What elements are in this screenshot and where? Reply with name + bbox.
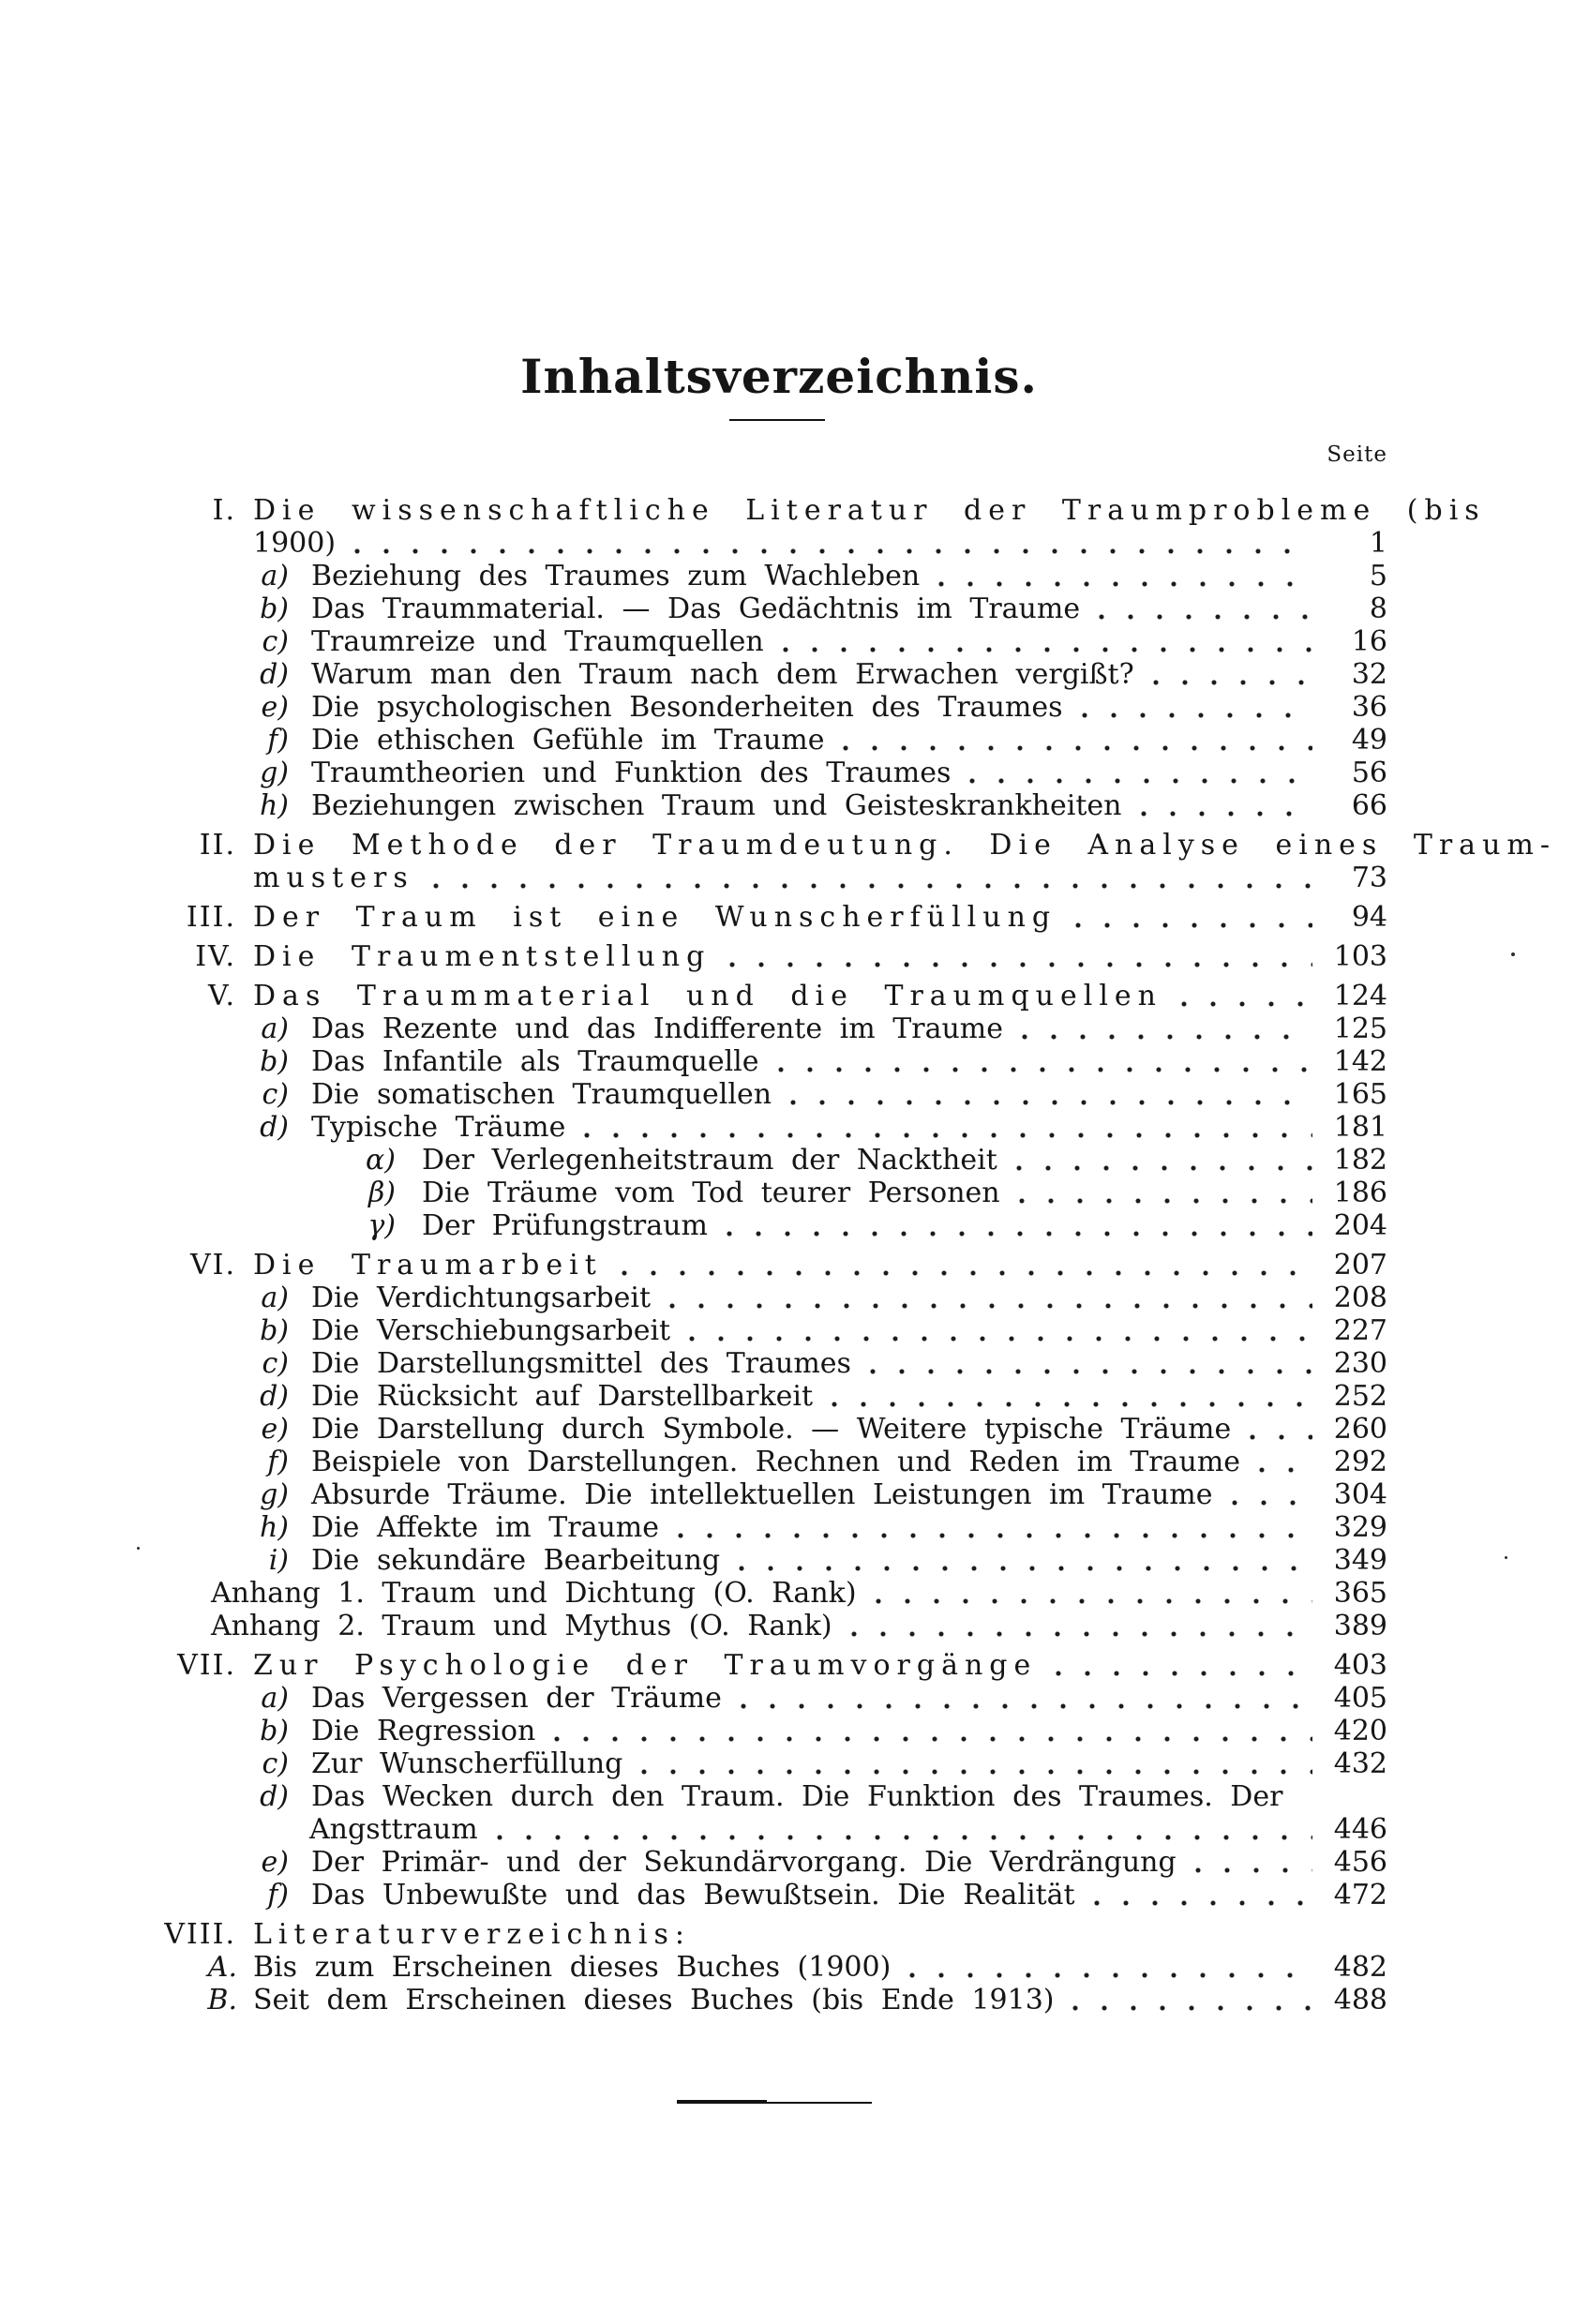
page-number: 49: [1351, 724, 1387, 757]
page-number: 304: [1333, 1478, 1387, 1511]
toc-label: c): [262, 1078, 289, 1111]
dot-leader: [1070, 902, 1312, 934]
toc-label: f): [267, 1446, 289, 1478]
dot-leader: [1076, 692, 1312, 724]
toc-line: [141, 1348, 1387, 1380]
dot-leader: [846, 1611, 1312, 1642]
toc-text: Die Affekte im Traume: [311, 1511, 660, 1544]
toc-line: [141, 1880, 1387, 1912]
toc-label: f): [267, 724, 289, 757]
page-number: 208: [1333, 1282, 1387, 1314]
toc-text: Der Primär- und der Sekundärvorgang. Die Verdrängung: [311, 1846, 1177, 1879]
ink-speck: [137, 1547, 140, 1550]
toc-label: b): [260, 1045, 289, 1078]
toc-line: [141, 692, 1387, 724]
page-column-header: Seite: [1327, 442, 1387, 467]
page-number: 446: [1333, 1813, 1387, 1846]
toc-text: Bis zum Erscheinen dieses Buches (1900): [253, 1951, 892, 1984]
dot-leader: [616, 1250, 1312, 1282]
toc-text: musters: [253, 862, 414, 894]
page-number: 181: [1333, 1111, 1387, 1144]
dot-leader: [724, 941, 1312, 973]
dot-leader: [427, 862, 1312, 894]
page-number: 329: [1333, 1511, 1387, 1544]
toc-line: [141, 941, 1387, 973]
dot-leader: [548, 1716, 1312, 1747]
toc-text: Die Darstellung durch Symbole. — Weitere typische Träume: [311, 1413, 1232, 1446]
dot-leader: [864, 1348, 1312, 1380]
toc-label: e): [261, 1846, 289, 1879]
dot-leader: [1067, 1985, 1312, 2017]
toc-text: Anhang 2. Traum und Mythus (O. Rank): [211, 1610, 832, 1642]
toc-text: Die psychologischen Besonderheiten des Traumes: [311, 691, 1063, 724]
toc-line: [141, 1985, 1387, 2017]
toc-text: Die Methode der Traumdeutung. Die Analyse eines Traum-: [253, 829, 1556, 862]
toc-line: [141, 1079, 1387, 1111]
ink-speck: [1511, 952, 1515, 956]
dot-leader: [933, 561, 1312, 592]
dot-leader: [785, 1079, 1312, 1111]
toc-text: Zur Wunscherfüllung: [311, 1747, 623, 1780]
page-number: 124: [1333, 980, 1387, 1012]
toc-text: Das Infantile als Traumquelle: [311, 1045, 759, 1078]
toc-label: g): [260, 1478, 289, 1511]
toc-label: f): [267, 1879, 289, 1912]
dot-leader: [772, 1046, 1312, 1078]
dot-leader: [1147, 659, 1312, 691]
toc-text: Die Traumentstellung: [253, 940, 712, 973]
page-number: 420: [1333, 1715, 1387, 1747]
toc-line: [141, 528, 1387, 560]
dot-leader: [837, 725, 1312, 757]
toc-label: a): [261, 1682, 289, 1715]
page-number: 204: [1333, 1209, 1387, 1242]
toc-line: [141, 1112, 1387, 1144]
page-number: 165: [1333, 1078, 1387, 1111]
toc-label: h): [259, 1511, 289, 1544]
toc-line: [141, 561, 1387, 592]
toc-line: [141, 1177, 1387, 1209]
toc-label: c): [262, 1347, 289, 1380]
page-number: 230: [1333, 1347, 1387, 1380]
toc-line: [141, 1611, 1387, 1642]
toc-label: IV.: [195, 940, 236, 973]
page-number: 125: [1333, 1012, 1387, 1045]
page-number: 66: [1351, 789, 1387, 822]
dot-leader: [578, 1112, 1312, 1144]
toc-label: b): [260, 1715, 289, 1747]
toc-text: Absurde Träume. Die intellektuellen Leistungen im Traume: [311, 1478, 1213, 1511]
dot-leader: [683, 1315, 1312, 1347]
toc-line: [141, 1479, 1387, 1511]
toc-text: Anhang 1. Traum und Dichtung (O. Rank): [211, 1577, 857, 1610]
toc-label: III.: [186, 901, 236, 934]
toc-label: γ): [367, 1209, 396, 1242]
dot-leader: [1013, 1177, 1312, 1209]
toc-line: [141, 1447, 1387, 1478]
dot-leader: [735, 1683, 1312, 1715]
page-number: 36: [1351, 691, 1387, 724]
toc-line: [141, 626, 1387, 658]
dot-leader: [636, 1748, 1312, 1780]
toc-line: [141, 1250, 1387, 1282]
toc-label: d): [260, 1380, 289, 1413]
toc-line: [141, 1748, 1387, 1780]
page-number: 456: [1333, 1846, 1387, 1879]
toc-line: [141, 725, 1387, 757]
page-number: 186: [1333, 1177, 1387, 1209]
page-number: 472: [1333, 1879, 1387, 1912]
toc-text: Die Verdichtungsarbeit: [311, 1282, 651, 1314]
page-number: 488: [1333, 1984, 1387, 2017]
page-number: 432: [1333, 1747, 1387, 1780]
toc-label: c): [262, 1747, 289, 1780]
toc-text: Warum man den Traum nach dem Erwachen vergißt?: [311, 658, 1134, 691]
page-number: 403: [1333, 1649, 1387, 1682]
dot-leader: [904, 1952, 1312, 1984]
page-number: 5: [1369, 560, 1387, 592]
toc-label: e): [261, 1413, 289, 1446]
dot-leader: [964, 757, 1312, 789]
toc-text: Die Träume vom Tod teurer Personen: [422, 1177, 1000, 1209]
dot-leader: [1226, 1479, 1313, 1511]
dot-leader: [1050, 1650, 1312, 1682]
page-title: Inhaltsverzeichnis.: [520, 348, 1038, 404]
page-number: 182: [1333, 1144, 1387, 1177]
page-number: 1: [1369, 527, 1387, 560]
toc-line: [141, 981, 1387, 1012]
toc-label: a): [261, 1012, 289, 1045]
toc-text: Die Regression: [311, 1715, 536, 1747]
toc-label: c): [262, 625, 289, 658]
toc-line: [141, 1315, 1387, 1347]
toc-line: [141, 790, 1387, 822]
toc-label: a): [261, 1282, 289, 1314]
toc-line: [141, 902, 1387, 934]
dot-leader: [826, 1381, 1312, 1413]
toc-text: 1900): [253, 527, 337, 560]
page-number: 260: [1333, 1413, 1387, 1446]
toc-label: h): [259, 789, 289, 822]
toc-line: [141, 1781, 1387, 1813]
toc-label: V.: [208, 980, 236, 1012]
toc-line: [141, 1683, 1387, 1715]
toc-text: Zur Psychologie der Traumvorgänge: [253, 1649, 1038, 1682]
toc-line: [141, 829, 1556, 862]
toc-line: [141, 1414, 1387, 1446]
toc-label: I.: [212, 494, 236, 527]
toc-label: α): [366, 1144, 396, 1177]
toc-line: [141, 494, 1486, 527]
toc-line: [141, 1013, 1387, 1045]
dot-leader: [1244, 1414, 1312, 1446]
page-number: 365: [1333, 1577, 1387, 1610]
page-number: 103: [1333, 940, 1387, 973]
toc-text: Die Traumarbeit: [253, 1249, 603, 1282]
toc-text: Beispiele von Darstellungen. Rechnen und Reden im Traume: [311, 1446, 1241, 1478]
toc-text: Das Rezente und das Indifferente im Traume: [311, 1012, 1003, 1045]
toc-label: a): [261, 560, 289, 592]
toc-text: Das Unbewußte und das Bewußtsein. Die Realität: [311, 1879, 1075, 1912]
toc-text: Die ethischen Gefühle im Traume: [311, 724, 825, 757]
dot-leader: [672, 1512, 1312, 1544]
toc-text: Das Wecken durch den Traum. Die Funktion des Traumes. Der: [311, 1780, 1283, 1813]
toc-label: VI.: [189, 1249, 236, 1282]
page-number: 482: [1333, 1951, 1387, 1984]
toc-text: Traumtheorien und Funktion des Traumes: [311, 757, 952, 789]
toc-text: Der Verlegenheitstraum der Nacktheit: [422, 1144, 997, 1177]
page-number: 8: [1369, 592, 1387, 625]
dot-leader: [721, 1210, 1312, 1242]
toc-line: [141, 862, 1387, 894]
page-number: 207: [1333, 1249, 1387, 1282]
toc-text: Das Vergessen der Träume: [311, 1682, 722, 1715]
toc-text: Die somatischen Traumquellen: [311, 1078, 772, 1111]
toc-label: A.: [207, 1951, 237, 1984]
toc-line: [141, 1952, 1387, 1984]
toc-line: [141, 1716, 1387, 1747]
toc-label: VII.: [177, 1649, 236, 1682]
page-number: 56: [1351, 757, 1387, 789]
toc-text: Das Traummaterial. — Das Gedächtnis im Traume: [311, 592, 1081, 625]
toc-line: [141, 1046, 1387, 1078]
dot-leader: [491, 1814, 1312, 1846]
toc-label: β): [367, 1177, 396, 1209]
toc-line: [141, 1919, 1387, 1951]
ink-speck: [1505, 1556, 1507, 1559]
toc-line: [141, 1381, 1387, 1413]
dot-leader: [1093, 593, 1312, 625]
toc-line: [141, 757, 1387, 789]
toc-line: [141, 1545, 1387, 1577]
toc-label: d): [260, 1780, 289, 1813]
page-number: 32: [1351, 658, 1387, 691]
toc-text: Seit dem Erscheinen dieses Buches (bis Ende 1913): [253, 1984, 1055, 2017]
page-number: 389: [1333, 1610, 1387, 1642]
toc-label: d): [260, 1111, 289, 1144]
dot-leader: [1088, 1880, 1312, 1912]
toc-line: [141, 659, 1387, 691]
page-number: 349: [1333, 1544, 1387, 1577]
toc-label: B.: [207, 1984, 237, 2017]
toc-line: [141, 1814, 1387, 1846]
toc-text: Die sekundäre Bearbeitung: [311, 1544, 721, 1577]
dot-leader: [870, 1578, 1312, 1610]
dot-leader: [733, 1545, 1312, 1577]
bottom-divider-rule: [677, 2102, 872, 2104]
dot-leader: [1135, 790, 1313, 822]
page-number: 142: [1333, 1045, 1387, 1078]
toc-text: Der Prüfungstraum: [422, 1209, 708, 1242]
toc-text: Das Traummaterial und die Traumquellen: [253, 980, 1162, 1012]
toc-line: [141, 1578, 1387, 1610]
toc-label: e): [261, 691, 289, 724]
toc-text: Literaturverzeichnis:: [253, 1918, 692, 1951]
dot-leader: [1011, 1145, 1312, 1177]
toc-text: Die Rücksicht auf Darstellbarkeit: [311, 1380, 814, 1413]
toc-label: b): [260, 592, 289, 625]
toc-text: Die Verschiebungsarbeit: [311, 1314, 671, 1347]
toc-text: Die Darstellungsmittel des Traumes: [311, 1347, 851, 1380]
page-number: 94: [1351, 901, 1387, 934]
toc-text: Typische Träume: [311, 1111, 566, 1144]
toc-line: [141, 1650, 1387, 1682]
toc-label: i): [268, 1544, 289, 1577]
toc: [141, 0, 1556, 2324]
toc-label: g): [260, 757, 289, 789]
dot-leader: [349, 528, 1312, 560]
toc-line: [141, 1145, 1387, 1177]
page-number: 292: [1333, 1446, 1387, 1478]
page-number: 405: [1333, 1682, 1387, 1715]
dot-leader: [777, 626, 1312, 658]
toc-line: [141, 1210, 1387, 1242]
dot-leader: [1176, 981, 1312, 1012]
toc-text: Angsttraum: [309, 1813, 478, 1846]
toc-label: d): [260, 658, 289, 691]
toc-text: Der Traum ist eine Wunscherfüllung: [253, 901, 1057, 934]
toc-label: VIII.: [164, 1918, 236, 1951]
toc-text: Beziehungen zwischen Traum und Geisteskrankheiten: [311, 789, 1122, 822]
page-number: 73: [1351, 862, 1387, 894]
toc-text: Die wissenschaftliche Literatur der Traumprobleme (bis: [253, 494, 1486, 527]
dot-leader: [664, 1282, 1312, 1314]
toc-line: [141, 593, 1387, 625]
toc-label: b): [260, 1314, 289, 1347]
toc-text: Traumreize und Traumquellen: [311, 625, 764, 658]
page-number: 16: [1351, 625, 1387, 658]
toc-line: [141, 1512, 1387, 1544]
toc-text: Beziehung des Traumes zum Wachleben: [311, 560, 921, 592]
page-number: 227: [1333, 1314, 1387, 1347]
dot-leader: [1253, 1447, 1312, 1478]
dot-leader: [1016, 1013, 1312, 1045]
toc-line: [141, 1847, 1387, 1879]
toc-line: [141, 1282, 1387, 1314]
dot-leader: [1190, 1847, 1312, 1879]
page-number: 252: [1333, 1380, 1387, 1413]
toc-label: II.: [199, 829, 236, 862]
